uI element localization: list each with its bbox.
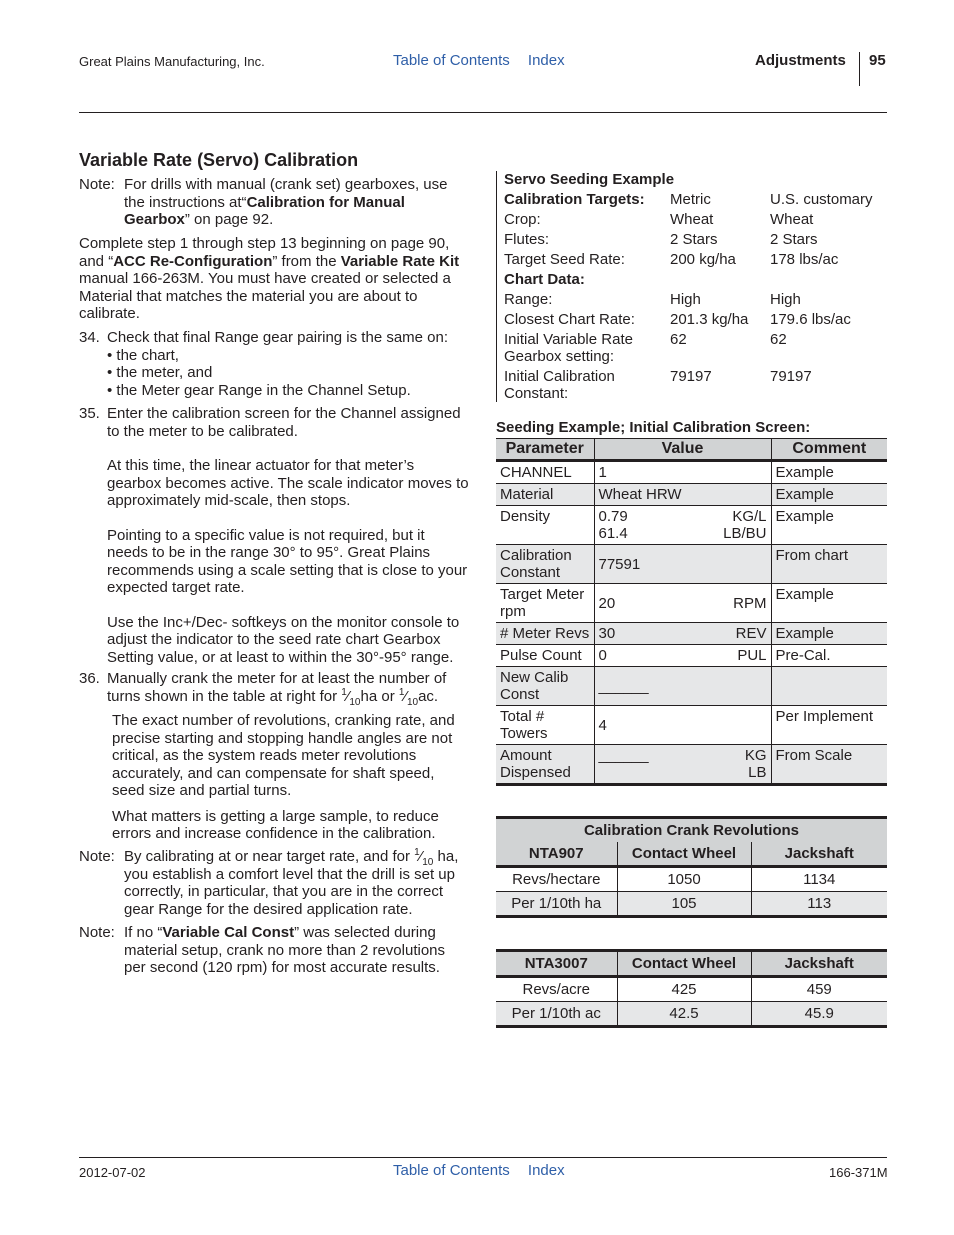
note-text: For drills with manual (crank set) gearboxes, use the instructions at“	[124, 176, 448, 211]
note-manual-gearbox	[79, 176, 469, 229]
page-title: Variable Rate (Servo) Calibration	[79, 150, 359, 170]
value-cell: Wheat HRW	[594, 484, 771, 506]
intro-bold: Variable Rate Kit	[340, 252, 460, 270]
note-ref: Calibration for Manual Gearbox	[124, 193, 405, 228]
note-label: Note:	[79, 176, 115, 193]
jackshaft-value: 1134	[751, 867, 887, 892]
value-cell	[594, 745, 771, 785]
servo-example	[496, 171, 889, 402]
step-text: The exact number of revolutions, cranking rate, and precise starting and stopping handle angles are not critical, as the system reads meter revolutions accurately, and can compensate for shaft speed, seed size and partial turns.	[112, 712, 455, 799]
note-bold: Variable Cal Const	[162, 924, 295, 941]
step-text: Enter the calibration screen for the Channel assigned to the meter to be calibrated.	[107, 405, 461, 440]
comment-cell: Example	[771, 484, 887, 506]
value-unit: RPM	[733, 594, 767, 612]
note-text: ” on page 92.	[184, 211, 274, 228]
fraction-denominator: 10	[349, 696, 361, 708]
comment-cell: Per Implement	[771, 706, 887, 745]
note-text: ” was selected during material setup, crank no more than 2 revolutions per second (120 rpm) for most accurate results.	[124, 924, 445, 976]
header-rule	[79, 112, 887, 113]
table-row	[496, 545, 887, 584]
value-unit: KG/L	[732, 508, 767, 525]
servo-label: Flutes:	[504, 231, 550, 248]
servo-label: Range:	[504, 291, 553, 308]
servo-us: 79197	[770, 368, 812, 385]
comment-cell: Example	[771, 461, 887, 484]
step-text: What matters is getting a large sample, to reduce errors and increase confidence in the calibration.	[112, 807, 439, 842]
intro-text: Complete step 1 through step 13 beginning on page 90, and “	[79, 235, 450, 270]
value-unit: KG	[744, 747, 767, 764]
step-number: 34.	[79, 329, 100, 346]
crank-table-nta907	[496, 816, 887, 918]
value-cell	[594, 645, 771, 667]
chart-data-label: Chart Data:	[504, 271, 585, 288]
fraction-denominator: 10	[422, 857, 434, 868]
step-text: Pointing to a specific value is not required, but it needs to be in the range 30° to 95°. Great Plains recommends using a scale setting that is close to your expected target rate.	[107, 526, 468, 596]
targets-label: Calibration Targets:	[504, 191, 645, 208]
servo-us: 62	[770, 331, 787, 348]
bullet-item: • the meter, and	[107, 364, 213, 381]
table-row	[496, 584, 887, 623]
servo-metric: 62	[670, 331, 687, 348]
header-index-link[interactable]: Index	[527, 52, 565, 69]
servo-us: Wheat	[770, 211, 814, 228]
us-header: U.S. customary	[770, 191, 873, 208]
servo-label: Closest Chart Rate:	[504, 311, 635, 328]
step-36-detail	[112, 712, 469, 843]
value-cell	[594, 506, 771, 545]
jackshaft-header: Jackshaft	[751, 842, 887, 867]
table-row	[496, 745, 887, 785]
servo-us: 2 Stars	[770, 231, 818, 248]
table-row	[496, 484, 887, 506]
contact-wheel-header: Contact Wheel	[617, 951, 751, 977]
param-cell: Amount Dispensed	[496, 745, 594, 785]
note-text: ha, you establish a comfort level that the drill is set up correctly, in particular, that you are in the correct gear Range for the desired application rate.	[124, 848, 459, 918]
intro-text: ” from the	[272, 252, 341, 270]
servo-label: Initial Variable Rate Gearbox setting:	[504, 331, 633, 365]
table-row	[496, 667, 887, 706]
contact-wheel-value: 425	[617, 977, 751, 1002]
step-34	[79, 329, 469, 399]
comment-cell	[771, 667, 887, 706]
header-links	[393, 52, 579, 69]
table-row	[496, 867, 887, 892]
header-divider	[859, 52, 860, 86]
param-cell: # Meter Revs	[496, 623, 594, 645]
table-row	[496, 706, 887, 745]
contact-wheel-value: 1050	[617, 867, 751, 892]
servo-us: 179.6 lbs/ac	[770, 311, 851, 328]
footer-date: 2012-07-02	[79, 1165, 146, 1180]
value-number: 0	[598, 647, 607, 664]
value-unit: LB	[748, 764, 767, 781]
value-number: ______	[598, 747, 649, 764]
screen-caption: Seeding Example; Initial Calibration Screen:	[496, 419, 811, 436]
note-text: If no “	[124, 924, 163, 941]
jackshaft-header: Jackshaft	[751, 951, 887, 977]
servo-label: Crop:	[504, 211, 541, 228]
value-cell: 4	[594, 706, 771, 745]
row-label: Revs/hectare	[496, 867, 617, 892]
table-row	[496, 623, 887, 645]
jackshaft-value: 459	[751, 977, 887, 1002]
servo-metric: 201.3 kg/ha	[670, 311, 749, 328]
header-value: Value	[594, 439, 771, 461]
header-company: Great Plains Manufacturing, Inc.	[79, 54, 265, 69]
header-toc-link[interactable]: Table of Contents	[393, 52, 510, 69]
servo-metric: 2 Stars	[670, 231, 718, 248]
header-comment: Comment	[771, 439, 887, 461]
metric-header: Metric	[670, 191, 711, 208]
footer-rule	[79, 1157, 887, 1158]
step-36: 36. Manually crank the meter for at least the number of turns shown in the table at right for $^1⁄_{10}ha$ or $^1⁄_{10}ac$.	[79, 670, 447, 708]
crank-table-nta3007	[496, 949, 887, 1028]
bullet-item: • the Meter gear Range in the Channel Setup.	[107, 381, 411, 399]
row-label: Per 1/10th ha	[496, 892, 617, 917]
param-cell: Pulse Count	[496, 645, 594, 667]
value-cell	[594, 623, 771, 645]
servo-label: Target Seed Rate:	[504, 251, 625, 268]
value-number: 0.79	[598, 508, 628, 525]
value-cell	[594, 584, 771, 623]
step-35	[79, 405, 469, 666]
header-parameter: Parameter	[496, 439, 594, 461]
fraction-numerator: 1	[341, 686, 347, 698]
value-number: 30	[598, 625, 616, 642]
crank-title: Calibration Crank Revolutions	[496, 818, 887, 843]
servo-label: Initial Calibration Constant:	[504, 368, 615, 402]
servo-us: High	[770, 291, 801, 308]
table-row	[496, 977, 887, 1002]
servo-metric: Wheat	[670, 211, 714, 228]
table-row	[496, 645, 887, 667]
note-target-rate: Note: By calibrating at or near target rate, and for $^1⁄_{10}$ ha, you establish a comfort level that the drill is set up correctly, in particular, that you are in the correct gear Range for the desired application rate.	[79, 847, 459, 918]
calibration-screen-table	[496, 438, 887, 786]
servo-metric: High	[670, 291, 701, 308]
step-text: At this time, the linear actuator for that meter’s gearbox becomes active. The scale indicator moves to approximately mid-scale, then stops.	[107, 457, 469, 509]
value-unit: PUL	[737, 647, 767, 664]
comment-cell: Example	[771, 623, 887, 645]
value-cell: 1	[594, 461, 771, 484]
model-header: NTA3007	[496, 951, 617, 977]
step-text: ha or	[360, 687, 399, 705]
step-number: 35.	[79, 405, 100, 422]
step-text: Check that final Range gear pairing is the same on:	[107, 329, 449, 346]
intro-bold: ACC Re-Configuration	[113, 252, 273, 270]
step-text: Manually crank the meter for at least the number of turns shown in the table at right for	[107, 670, 447, 705]
jackshaft-value: 113	[751, 892, 887, 917]
jackshaft-value: 45.9	[751, 1002, 887, 1027]
intro-paragraph	[79, 235, 469, 323]
contact-wheel-header: Contact Wheel	[617, 842, 751, 867]
value-number: 61.4	[598, 525, 628, 542]
footer-doc-number: 166-371M	[829, 1165, 888, 1180]
param-cell: Calibration Constant	[496, 545, 594, 584]
row-label: Per 1/10th ac	[496, 1002, 617, 1027]
value-number: 20	[598, 594, 616, 612]
header-section: Adjustments	[755, 52, 846, 69]
comment-cell: Example	[771, 506, 887, 545]
row-label: Revs/acre	[496, 977, 617, 1002]
table-header-row	[496, 439, 887, 461]
intro-text: manual 166-263M. You must have created or selected a Material that matches the material you are about to calibrate.	[79, 270, 451, 322]
note-text: By calibrating at or near target rate, and for	[124, 848, 415, 865]
param-cell: Total # Towers	[496, 706, 594, 745]
fraction-denominator: 10	[406, 696, 419, 708]
value-unit: REV	[735, 625, 767, 642]
param-cell: CHANNEL	[496, 461, 594, 484]
param-cell: Density	[496, 506, 594, 545]
footer-toc-link[interactable]: Table of Contents	[393, 1162, 510, 1179]
servo-metric: 200 kg/ha	[670, 251, 736, 268]
value-cell: ______	[594, 667, 771, 706]
comment-cell: From chart	[771, 545, 887, 584]
bullet-item: • the chart,	[107, 346, 179, 364]
value-unit: LB/BU	[723, 525, 767, 542]
param-cell: Material	[496, 484, 594, 506]
fraction-numerator: 1	[414, 847, 420, 858]
table-row	[496, 1002, 887, 1027]
value-cell: 77591	[594, 545, 771, 584]
servo-metric: 79197	[670, 368, 712, 385]
servo-us: 178 lbs/ac	[770, 251, 839, 268]
footer-index-link[interactable]: Index	[527, 1162, 565, 1179]
contact-wheel-value: 105	[617, 892, 751, 917]
comment-cell: Example	[771, 584, 887, 623]
note-label: Note:	[79, 848, 115, 865]
page-number: 95	[869, 52, 886, 69]
table-row	[496, 892, 887, 917]
fraction-numerator: 1	[398, 686, 405, 698]
comment-cell: Pre-Cal.	[771, 645, 887, 667]
table-row	[496, 506, 887, 545]
table-row	[496, 461, 887, 484]
footer-links	[393, 1162, 579, 1179]
servo-heading: Servo Seeding Example	[504, 171, 675, 188]
comment-cell: From Scale	[771, 745, 887, 785]
step-text: ac.	[418, 687, 439, 705]
model-header: NTA907	[496, 842, 617, 867]
step-number: 36.	[79, 670, 100, 687]
param-cell: New Calib Const	[496, 667, 594, 706]
note-label: Note:	[79, 924, 115, 941]
step-text: Use the Inc+/Dec- softkeys on the monitor console to adjust the indicator to the seed rate chart Gearbox Setting value, or at least to within the 30°-95° range.	[107, 613, 460, 666]
param-cell: Target Meter rpm	[496, 584, 594, 623]
contact-wheel-value: 42.5	[617, 1002, 751, 1027]
note-variable-cal	[79, 924, 469, 977]
